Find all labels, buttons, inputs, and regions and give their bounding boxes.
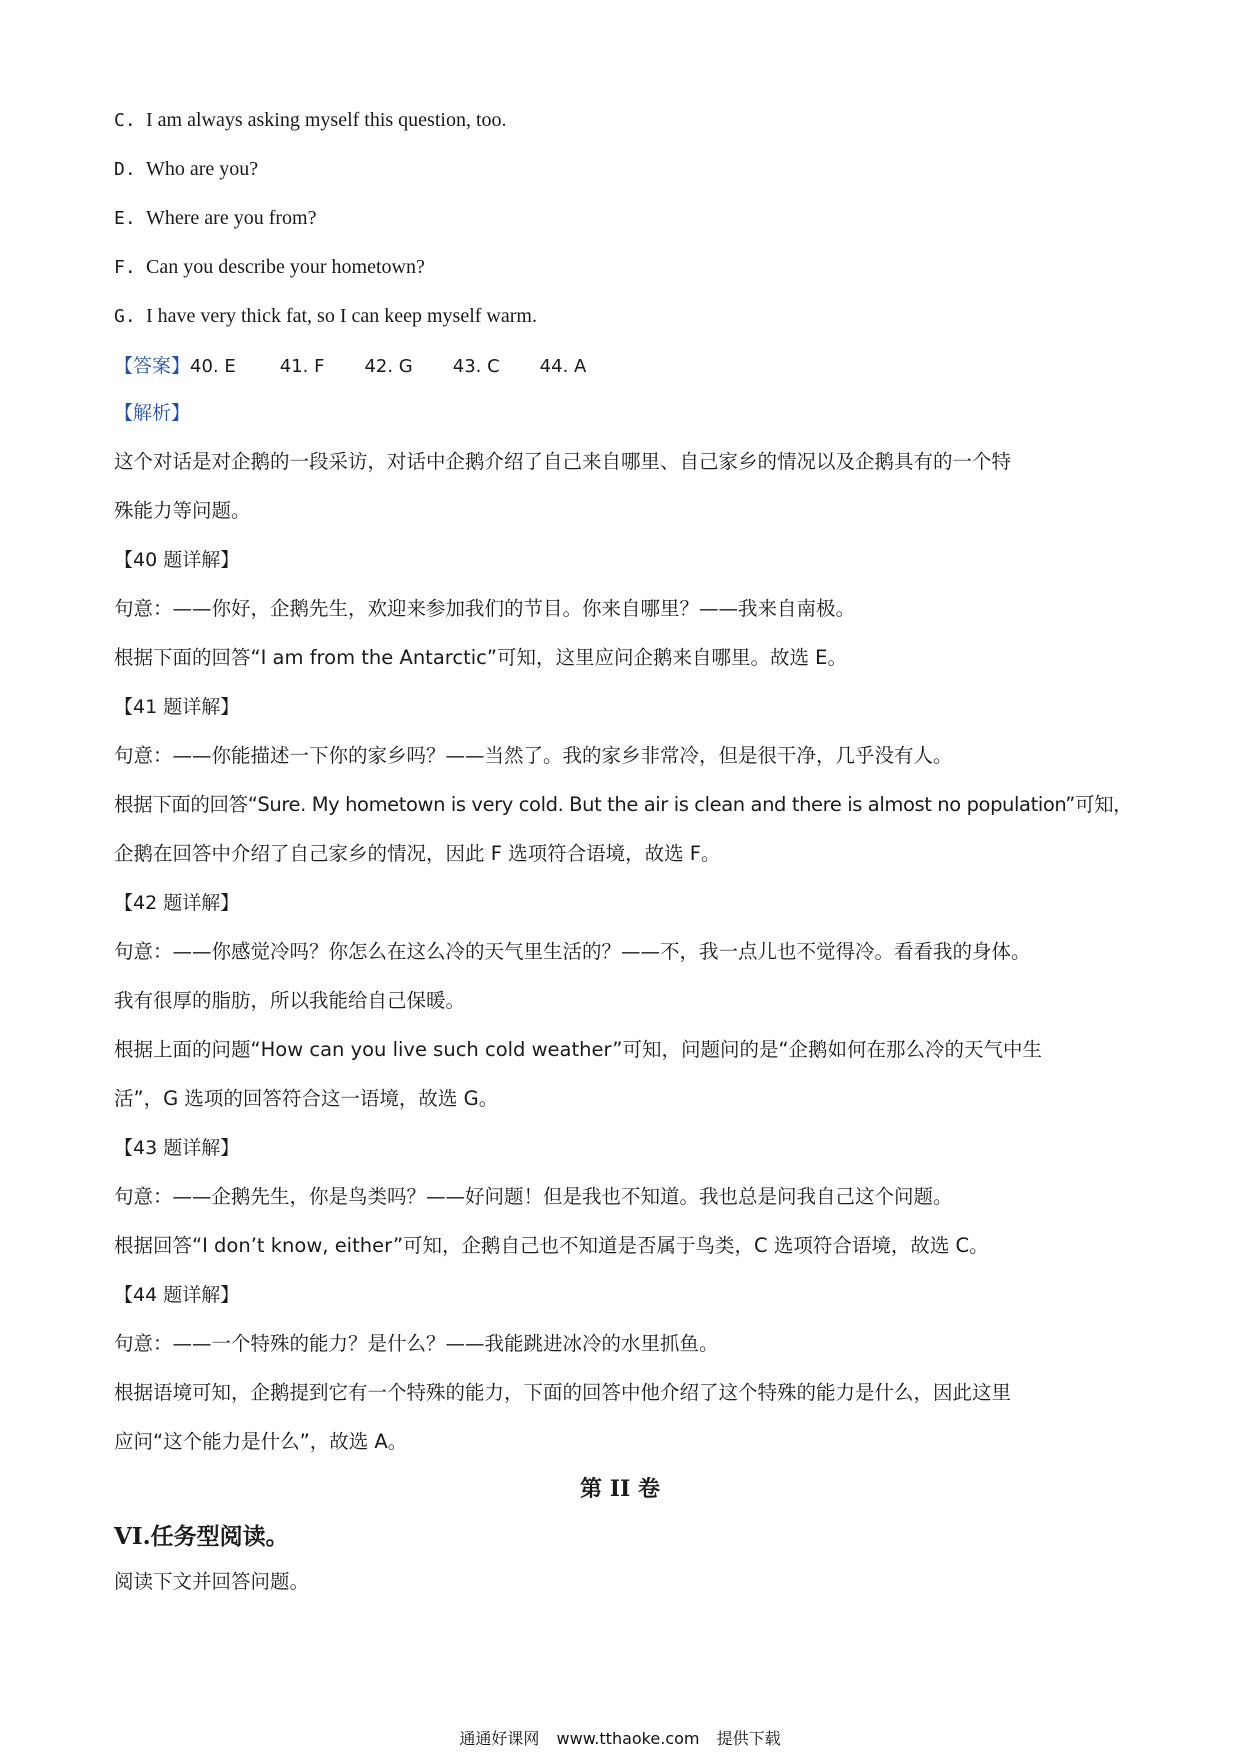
- option-text: I have very thick fat, so I can keep myself warm.: [146, 305, 537, 327]
- footer-url[interactable]: www.tthaoke.com: [556, 1729, 700, 1748]
- detail-line: 企鹅在回答中介绍了自己家乡的情况，因此 F 选项符合语境，故选 F。: [114, 842, 721, 865]
- option-letter: E.: [114, 208, 136, 229]
- detail-line: 我有很厚的脂肪，所以我能给自己保暖。: [114, 989, 466, 1012]
- option-letter: D.: [114, 159, 136, 180]
- detail-line: 应问“这个能力是什么”，故选 A。: [114, 1430, 408, 1453]
- option-text: I am always asking myself this question, too.: [146, 109, 507, 131]
- footer-site-name: 通通好课网: [459, 1729, 540, 1748]
- detail-line: 句意：——你感觉冷吗？你怎么在这么冷的天气里生活的？——不，我一点儿也不觉得冷。看看我的身体。: [114, 940, 1031, 963]
- detail-line: 根据上面的问题“How can you live such cold weather”可知，问题问的是“企鹅如何在那么冷的天气中生: [114, 1038, 1043, 1061]
- detail-head-44: 【44 题详解】: [114, 1284, 240, 1306]
- option-text: Where are you from?: [146, 207, 317, 229]
- volume-title: 第 II 卷: [580, 1476, 660, 1502]
- detail-head-42: 【42 题详解】: [114, 892, 240, 914]
- option-e: [114, 204, 1140, 233]
- option-f: [114, 253, 1140, 282]
- page-footer: [0, 1726, 1240, 1749]
- instruction-text: 阅读下文并回答问题。: [114, 1570, 310, 1593]
- detail-head-40: 【40 题详解】: [114, 549, 240, 571]
- answer-items: [190, 356, 626, 377]
- detail-line: 根据下面的回答“I am from the Antarctic”可知，这里应问企鹅来自哪里。故选 E。: [114, 646, 847, 669]
- option-text: Can you describe your hometown?: [146, 256, 425, 278]
- option-letter: G.: [114, 306, 136, 327]
- detail-line: 句意：——一个特殊的能力？是什么？——我能跳进冰冷的水里抓鱼。: [114, 1332, 719, 1355]
- footer-suffix: 提供下载: [716, 1729, 781, 1748]
- detail-line: 句意：——企鹅先生，你是鸟类吗？——好问题！但是我也不知道。我也总是问我自己这个问题。: [114, 1185, 953, 1208]
- answer-item: 42. G: [364, 356, 413, 377]
- analysis-intro-line: 这个对话是对企鹅的一段采访，对话中企鹅介绍了自己来自哪里、自己家乡的情况以及企鹅具有的一个特: [114, 450, 1012, 473]
- detail-head-43: 【43 题详解】: [114, 1137, 240, 1159]
- analysis-intro-line: 殊能力等问题。: [114, 499, 251, 522]
- option-letter: F.: [114, 257, 136, 278]
- answer-tag: 【答案】: [114, 355, 191, 377]
- answer-line: [114, 351, 1140, 381]
- answer-item: 40. E: [190, 356, 236, 377]
- answer-item: 44. A: [539, 356, 587, 377]
- option-g: [114, 302, 1140, 331]
- detail-head-41: 【41 题详解】: [114, 696, 240, 718]
- detail-line: 活”，G 选项的回答符合这一语境，故选 G。: [114, 1087, 499, 1110]
- detail-line: 根据语境可知，企鹅提到它有一个特殊的能力，下面的回答中他介绍了这个特殊的能力是什么，因此这里: [114, 1381, 1012, 1404]
- detail-line: 句意：——你好，企鹅先生，欢迎来参加我们的节目。你来自哪里？——我来自南极。: [114, 597, 856, 620]
- detail-line: 根据下面的回答“Sure. My hometown is very cold. But the air is clean and there is almost no population”可知，: [114, 793, 1133, 816]
- option-text: Who are you?: [146, 158, 259, 180]
- part-title: VI.任务型阅读。: [114, 1523, 289, 1550]
- answer-item: 43. C: [452, 356, 500, 377]
- answer-item: 41. F: [279, 356, 325, 377]
- option-d: [114, 155, 1140, 184]
- option-c: [114, 106, 1140, 135]
- analysis-tag: 【解析】: [114, 402, 191, 424]
- option-letter: C.: [114, 110, 136, 131]
- detail-line: 根据回答“I don’t know, either”可知，企鹅自己也不知道是否属于鸟类，C 选项符合语境，故选 C。: [114, 1234, 989, 1257]
- detail-line: 句意：——你能描述一下你的家乡吗？——当然了。我的家乡非常冷，但是很干净，几乎没有人。: [114, 744, 953, 767]
